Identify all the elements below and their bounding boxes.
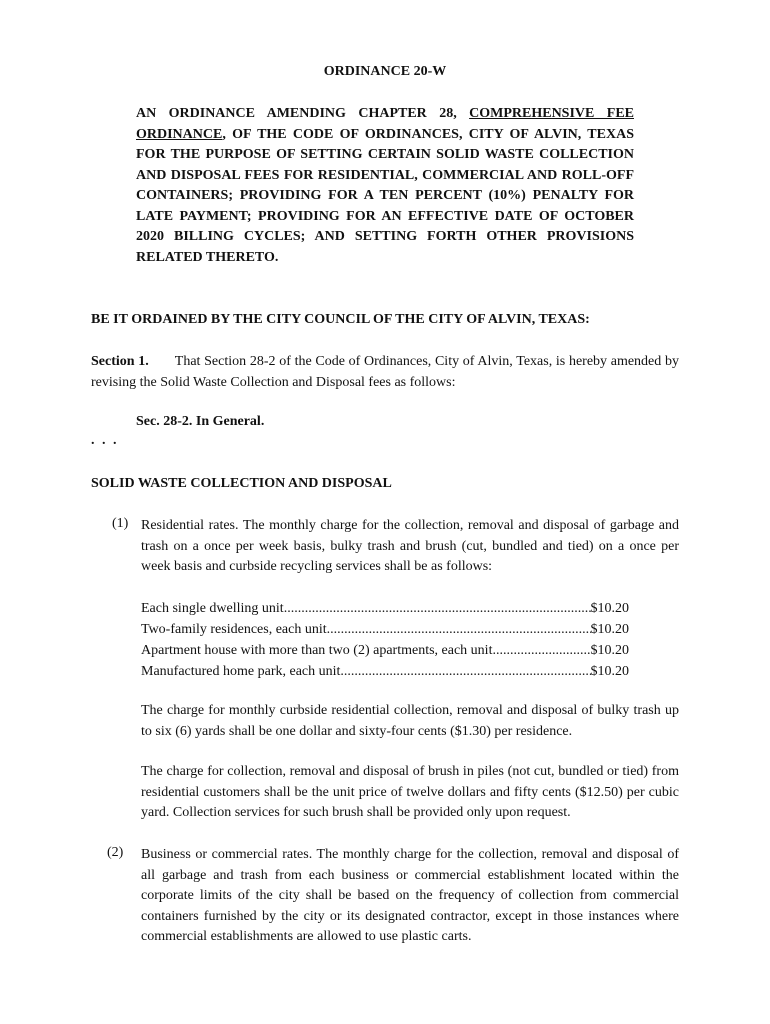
section-1 [91, 352, 679, 393]
item-1-text: Residential rates. The monthly charge for the collection, removal and disposal of garbage and trash on a once per week basis, bulky trash and brush (cut, bundled and tied) on a once per week basis and curbside recycling services shall be as follows: [141, 518, 679, 574]
dot-leader [340, 661, 590, 682]
item-2-number: (2) [107, 845, 124, 860]
dot-leader [327, 619, 591, 640]
caption-prefix: AN ORDINANCE AMENDING CHAPTER 28, [136, 106, 470, 121]
dot-leader [284, 598, 591, 619]
bulky-trash-paragraph: The charge for monthly curbside residential collection, removal and disposal of bulky trash up to six (6) yards shall be one dollar and sixty-four cents ($1.30) per residence. [141, 703, 679, 739]
rate-value: $10.20 [590, 664, 629, 679]
rate-value: $10.20 [590, 622, 629, 637]
brush-paragraph: The charge for collection, removal and disposal of brush in piles (not cut, bundled or tied) from residential customers shall be the unit price of twelve dollars and fifty cents ($12.50) per cubic yard. Collection services for such brush shall be provided only upon request. [141, 764, 679, 820]
item-2-text: Business or commercial rates. The monthly charge for the collection, removal and disposal of all garbage and trash from each business or commercial establishment located within the corporate limits of the city shall be based on the frequency of collection from commercial containers furnished by the city or its designated contractor, except in those instances where commercial establishments are allowed to use plastic carts. [141, 847, 679, 944]
residential-rates-list [141, 598, 629, 682]
item-1-number: (1) [112, 516, 129, 531]
rate-label: Manufactured home park, each unit [141, 664, 341, 679]
rate-label: Apartment house with more than two (2) apartments, each unit [141, 643, 493, 658]
rate-value: $10.20 [590, 601, 629, 616]
ordinance-caption [136, 104, 634, 268]
caption-suffix: , OF THE CODE OF ORDINANCES, CITY OF ALVIN, TEXAS FOR THE PURPOSE OF SETTING CERTAIN SOLID WASTE COLLECTION AND DISPOSAL FEES FOR RESIDENTIAL, COMMERCIAL AND ROLL-OFF CONTAINERS; PROVIDING FOR A TEN PERCENT (10%) PENALTY FOR LATE PAYMENT; PROVIDING FOR AN EFFECTIVE DATE OF OCTOBER 2020 BILLING CYCLES; AND SETTING FORTH OTHER PROVISIONS RELATED THERETO. [136, 126, 634, 265]
rate-row [141, 661, 629, 682]
dot-leader [492, 640, 590, 661]
rate-row [141, 598, 629, 619]
ordinance-title: ORDINANCE 20-W [323, 64, 447, 79]
ordained-clause: BE IT ORDAINED BY THE CITY COUNCIL OF THE CITY OF ALVIN, TEXAS: [91, 312, 590, 327]
solid-waste-heading: SOLID WASTE COLLECTION AND DISPOSAL [91, 476, 392, 491]
section-1-text: That Section 28-2 of the Code of Ordinances, City of Alvin, Texas, is hereby amended by revising the Solid Waste Collection and Disposal fees as follows: [91, 354, 679, 390]
ellipsis: . . . [91, 433, 119, 448]
rate-label: Two-family residences, each unit [141, 622, 327, 637]
section-1-label: Section 1. [91, 354, 149, 369]
rate-value: $10.20 [590, 643, 629, 658]
rate-label: Each single dwelling unit [141, 601, 284, 616]
sec-28-2-heading: Sec. 28-2. In General. [136, 414, 265, 429]
rate-row [141, 640, 629, 661]
caption-underlined: COMPREHENSIVE FEE ORDINANCE [136, 106, 634, 142]
rate-row [141, 619, 629, 640]
